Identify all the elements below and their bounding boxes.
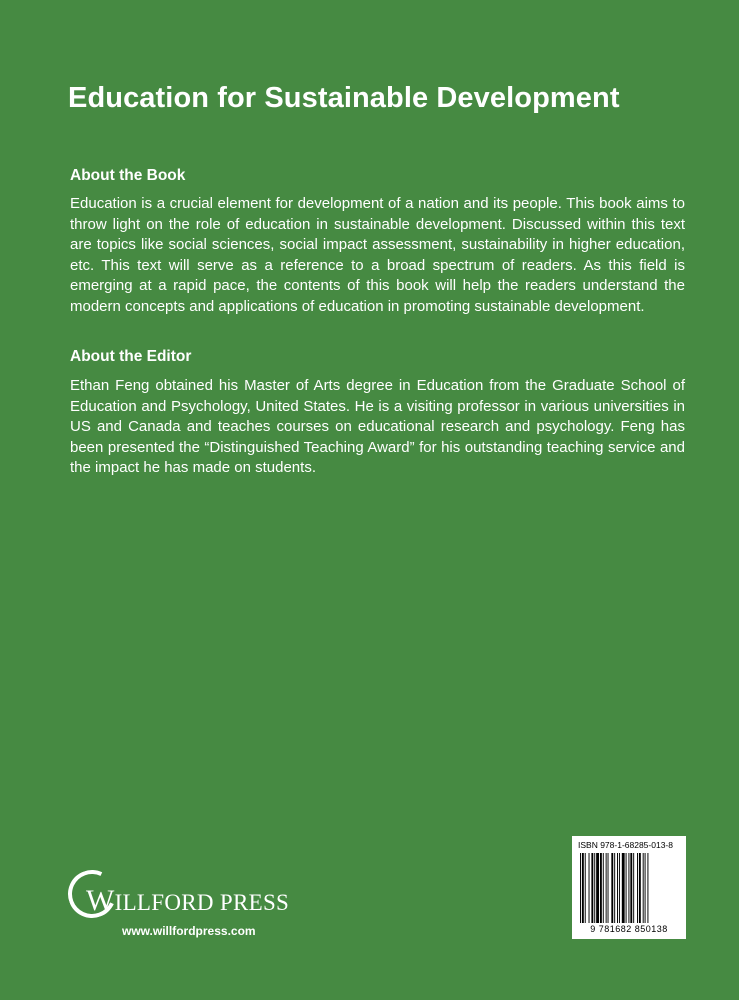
publisher-logo <box>68 870 290 940</box>
book-title: Education for Sustainable Development <box>68 82 620 114</box>
barcode-panel <box>572 836 686 939</box>
isbn-label: ISBN 978-1-68285-013-8 <box>578 840 673 850</box>
publisher-url: www.willfordpress.com <box>122 924 256 938</box>
about-editor-heading: About the Editor <box>70 348 192 365</box>
publisher-name-initial: W <box>86 884 115 917</box>
barcode-icon <box>578 853 678 923</box>
publisher-name <box>86 884 289 918</box>
ean-digits: 9 781682 850138 <box>590 924 668 934</box>
publisher-name-rest: ILLFORD PRESS <box>114 890 290 915</box>
about-editor-text: Ethan Feng obtained his Master of Arts degree in Education from the Graduate School of Education and Psychology, United States. He is a visiting professor in various universities in US and Canada and teaches courses on educational research and psychology. Feng has been presented the “Distinguished Teaching Award” for his outstanding teaching service and the impact he has made on students. <box>70 377 685 476</box>
about-book-text: Education is a crucial element for development of a nation and its people. This book aims to throw light on the role of education in sustainable development. Discussed within this text are topics like social sciences, social impact assessment, sustainability in higher education, etc. This text will serve as a reference to a broad spectrum of readers. As this field is emerging at a rapid pace, the contents of this book will help the readers understand the modern concepts and applications of education in promoting sustainable development. <box>70 195 685 315</box>
about-book-heading: About the Book <box>70 167 186 184</box>
